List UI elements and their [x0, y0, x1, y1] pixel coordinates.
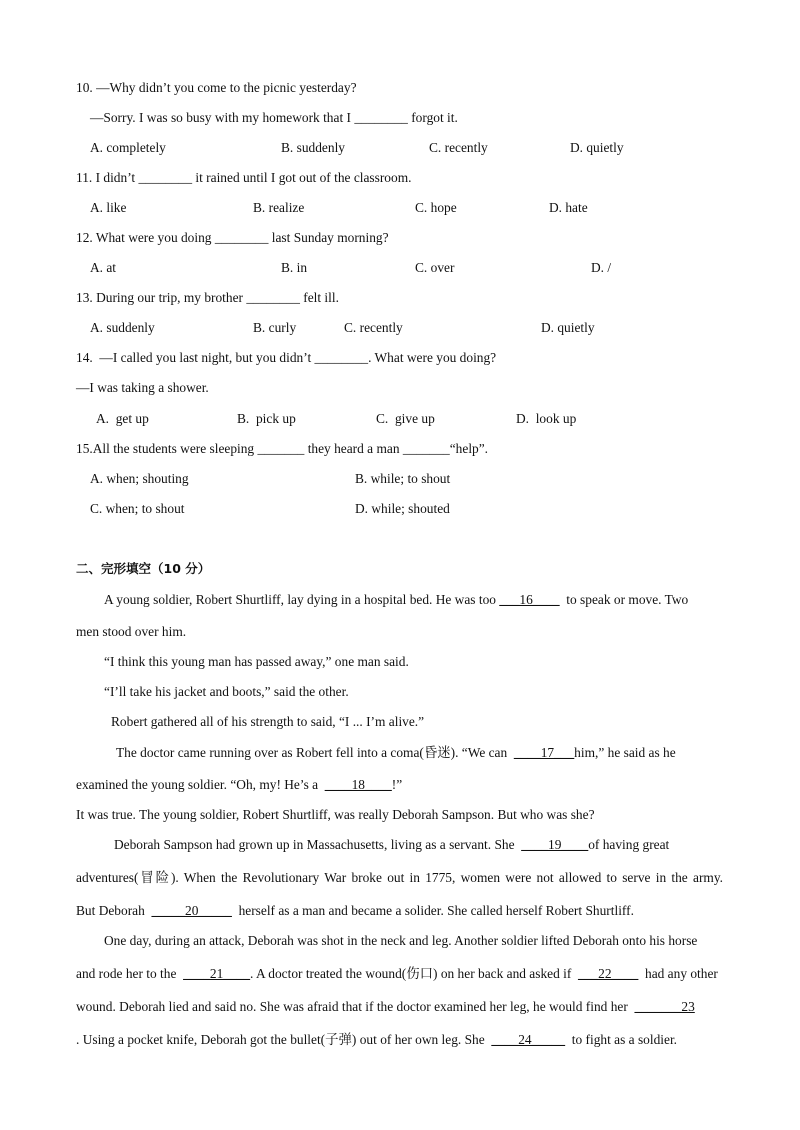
passage-p1-line2: men stood over him.	[76, 624, 187, 639]
passage-text: to fight as a soldier.	[571, 1032, 678, 1047]
q11-option-c[interactable]: C. hope	[415, 200, 457, 215]
passage-text: him,” he said as he	[574, 745, 676, 760]
q15-option-a[interactable]: A. when; shouting	[90, 471, 189, 486]
q13-option-c[interactable]: C. recently	[344, 320, 403, 335]
question-12-stem: 12. What were you doing ________ last Sunday morning?	[76, 230, 389, 245]
passage-text: A young soldier, Robert Shurtliff, lay dying in a hospital bed. He was too	[104, 592, 496, 607]
passage-text: . Using a pocket knife, Deborah got the bullet(子弹) out of her own leg. She	[76, 1032, 485, 1047]
q13-option-d[interactable]: D. quietly	[541, 320, 595, 335]
passage-p7-line3	[76, 903, 634, 919]
passage-text: to speak or move. Two	[566, 592, 689, 607]
q10-option-b[interactable]: B. suddenly	[281, 140, 345, 155]
blank-20[interactable]: _____20_____	[151, 903, 232, 918]
q10-option-c[interactable]: C. recently	[429, 140, 488, 155]
q14-option-c[interactable]: C. give up	[376, 411, 435, 426]
q13-option-a[interactable]: A. suddenly	[90, 320, 155, 335]
question-11-stem: 11. I didn’t ________ it rained until I got out of the classroom.	[76, 170, 412, 185]
question-14-stem: 14. —I called you last night, but you didn’t ________. What were you doing?	[76, 350, 497, 365]
q13-option-b[interactable]: B. curly	[253, 320, 297, 335]
passage-p8-line4	[76, 1032, 677, 1048]
q12-option-a[interactable]: A. at	[90, 260, 117, 275]
q15-option-d[interactable]: D. while; shouted	[355, 501, 450, 516]
question-14-answer-line: —I was taking a shower.	[76, 380, 209, 395]
q15-option-c[interactable]: C. when; to shout	[90, 501, 185, 516]
passage-text: and rode her to the	[76, 966, 177, 981]
question-10-answer-line: —Sorry. I was so busy with my homework that I ________ forgot it.	[90, 110, 458, 125]
section-heading-cloze: 二、完形填空（10 分）	[76, 561, 211, 576]
passage-p8-line2	[76, 966, 718, 982]
q14-option-d[interactable]: D. look up	[516, 411, 577, 426]
q11-option-a[interactable]: A. like	[90, 200, 127, 215]
q15-option-b[interactable]: B. while; to shout	[355, 471, 451, 486]
blank-17[interactable]: ____17___	[513, 745, 575, 760]
q12-option-c[interactable]: C. over	[415, 260, 455, 275]
q14-option-b[interactable]: B. pick up	[237, 411, 296, 426]
passage-p8-line3	[76, 999, 695, 1015]
passage-text: . A doctor treated the wound(伤口) on her back and asked if	[250, 966, 572, 981]
question-13-stem: 13. During our trip, my brother ________ felt ill.	[76, 290, 339, 305]
passage-text: of having great	[588, 837, 670, 852]
passage-p1-line1	[104, 592, 688, 608]
question-15-stem: 15.All the students were sleeping _______ they heard a man _______“help”.	[76, 441, 489, 456]
q10-option-d[interactable]: D. quietly	[570, 140, 624, 155]
passage-p5-line2	[76, 777, 402, 793]
passage-text: But Deborah	[76, 903, 145, 918]
passage-p6: It was true. The young soldier, Robert Shurtliff, was really Deborah Sampson. But who was she?	[76, 807, 595, 822]
blank-21[interactable]: ____21____	[183, 966, 251, 981]
blank-22[interactable]: ___22____	[578, 966, 639, 981]
blank-23[interactable]: _______23	[634, 999, 695, 1014]
passage-p2: “I think this young man has passed away,” one man said.	[104, 654, 409, 669]
q14-option-a[interactable]: A. get up	[96, 411, 149, 426]
passage-text: !”	[391, 777, 403, 792]
blank-19[interactable]: ____19____	[521, 837, 589, 852]
passage-text: had any other	[645, 966, 718, 981]
blank-16[interactable]: ___16____	[499, 592, 560, 607]
passage-p7-line1	[114, 837, 669, 853]
passage-p8-line1: One day, during an attack, Deborah was shot in the neck and leg. Another soldier lifted Deborah onto his horse	[104, 933, 698, 948]
passage-text: examined the young soldier. “Oh, my! He’s a	[76, 777, 319, 792]
passage-text: herself as a man and became a solider. She called herself Robert Shurtliff.	[238, 903, 634, 918]
passage-text: wound. Deborah lied and said no. She was afraid that if the doctor examined her leg, he would find her	[76, 999, 628, 1014]
passage-p4: Robert gathered all of his strength to said, “I ... I’m alive.”	[111, 714, 425, 729]
passage-p7-line2: adventures(冒险). When the Revolutionary War broke out in 1775, women were not allowed to serve in the army.	[76, 870, 723, 885]
q11-option-d[interactable]: D. hate	[549, 200, 588, 215]
q12-option-b[interactable]: B. in	[281, 260, 308, 275]
blank-18[interactable]: ____18____	[324, 777, 392, 792]
passage-p3: “I’ll take his jacket and boots,” said the other.	[104, 684, 349, 699]
blank-24[interactable]: ____24_____	[491, 1032, 566, 1047]
q10-option-a[interactable]: A. completely	[90, 140, 166, 155]
question-10-stem: 10. —Why didn’t you come to the picnic yesterday?	[76, 80, 357, 95]
passage-text: Deborah Sampson had grown up in Massachusetts, living as a servant. She	[114, 837, 515, 852]
q12-option-d[interactable]: D. /	[591, 260, 612, 275]
q11-option-b[interactable]: B. realize	[253, 200, 305, 215]
passage-p5-line1	[116, 745, 676, 761]
passage-text: The doctor came running over as Robert fell into a coma(昏迷). “We can	[116, 745, 508, 760]
